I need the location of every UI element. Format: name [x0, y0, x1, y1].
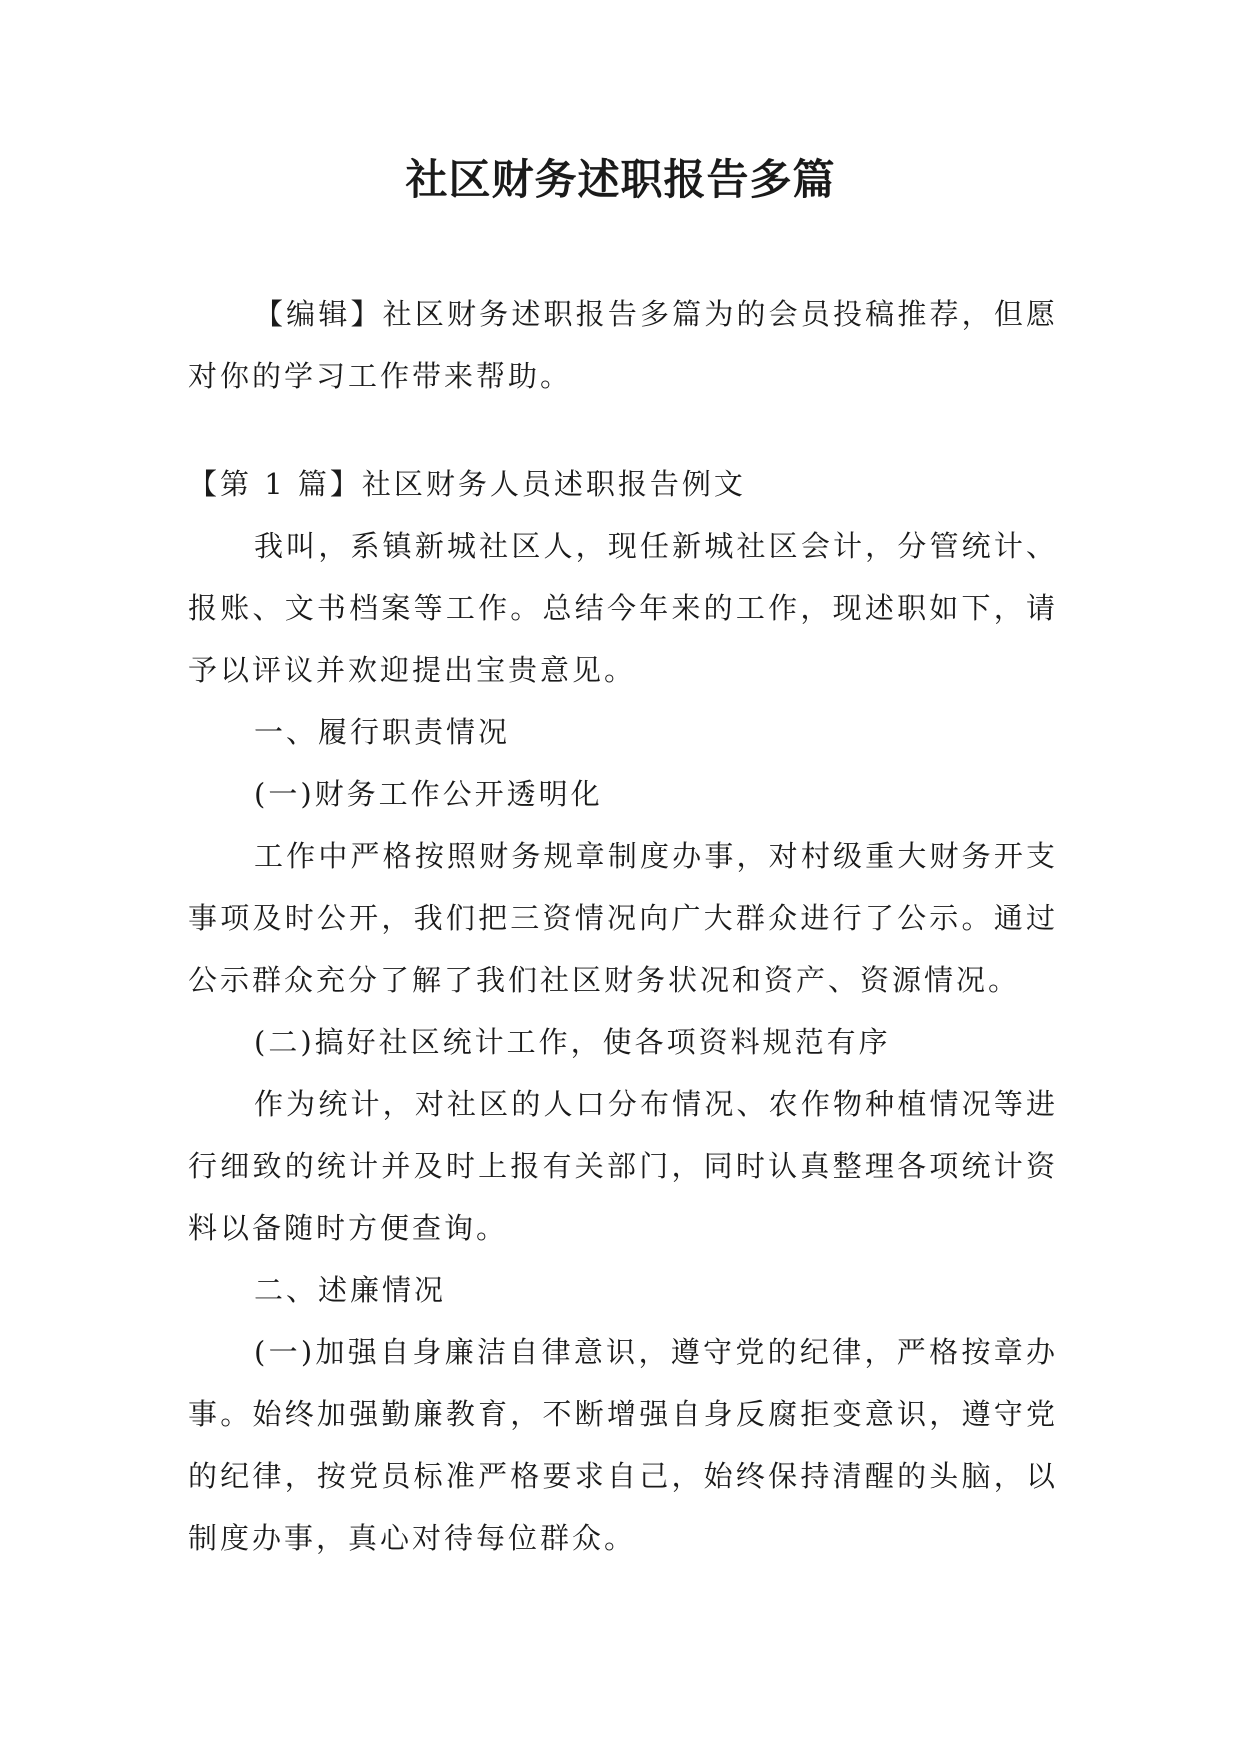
subheading: (二)搞好社区统计工作，使各项资料规范有序: [254, 1025, 891, 1059]
document-body: [188, 283, 1058, 1569]
subheading: 二、述廉情况: [254, 1273, 447, 1307]
paragraph: 我叫，系镇新城社区人，现任新城社区会计，分管统计、报账、文书档案等工作。总结今年来的工作，现述职如下，请予以评议并欢迎提出宝贵意见。: [188, 529, 1058, 687]
paragraph: (一)加强自身廉洁自律意识，遵守党的纪律，严格按章办事。始终加强勤廉教育，不断增强自身反腐拒变意识，遵守党的纪律，按党员标准严格要求自己，始终保持清醒的头脑，以制度办事，真心对待每位群众。: [188, 1335, 1058, 1555]
intro-paragraph: 【编辑】社区财务述职报告多篇为的会员投稿推荐，但愿对你的学习工作带来帮助。: [188, 297, 1058, 393]
paragraph: 作为统计，对社区的人口分布情况、农作物种植情况等进行细致的统计并及时上报有关部门，同时认真整理各项统计资料以备随时方便查询。: [188, 1087, 1058, 1245]
subheading: 一、履行职责情况: [254, 715, 511, 749]
paragraph: 工作中严格按照财务规章制度办事，对村级重大财务开支事项及时公开，我们把三资情况向广大群众进行了公示。通过公示群众充分了解了我们社区财务状况和资产、资源情况。: [188, 839, 1058, 997]
subheading: (一)财务工作公开透明化: [254, 777, 603, 811]
section-heading: 【第 1 篇】社区财务人员述职报告例文: [188, 467, 746, 501]
document-title: 社区财务述职报告多篇: [405, 155, 836, 204]
